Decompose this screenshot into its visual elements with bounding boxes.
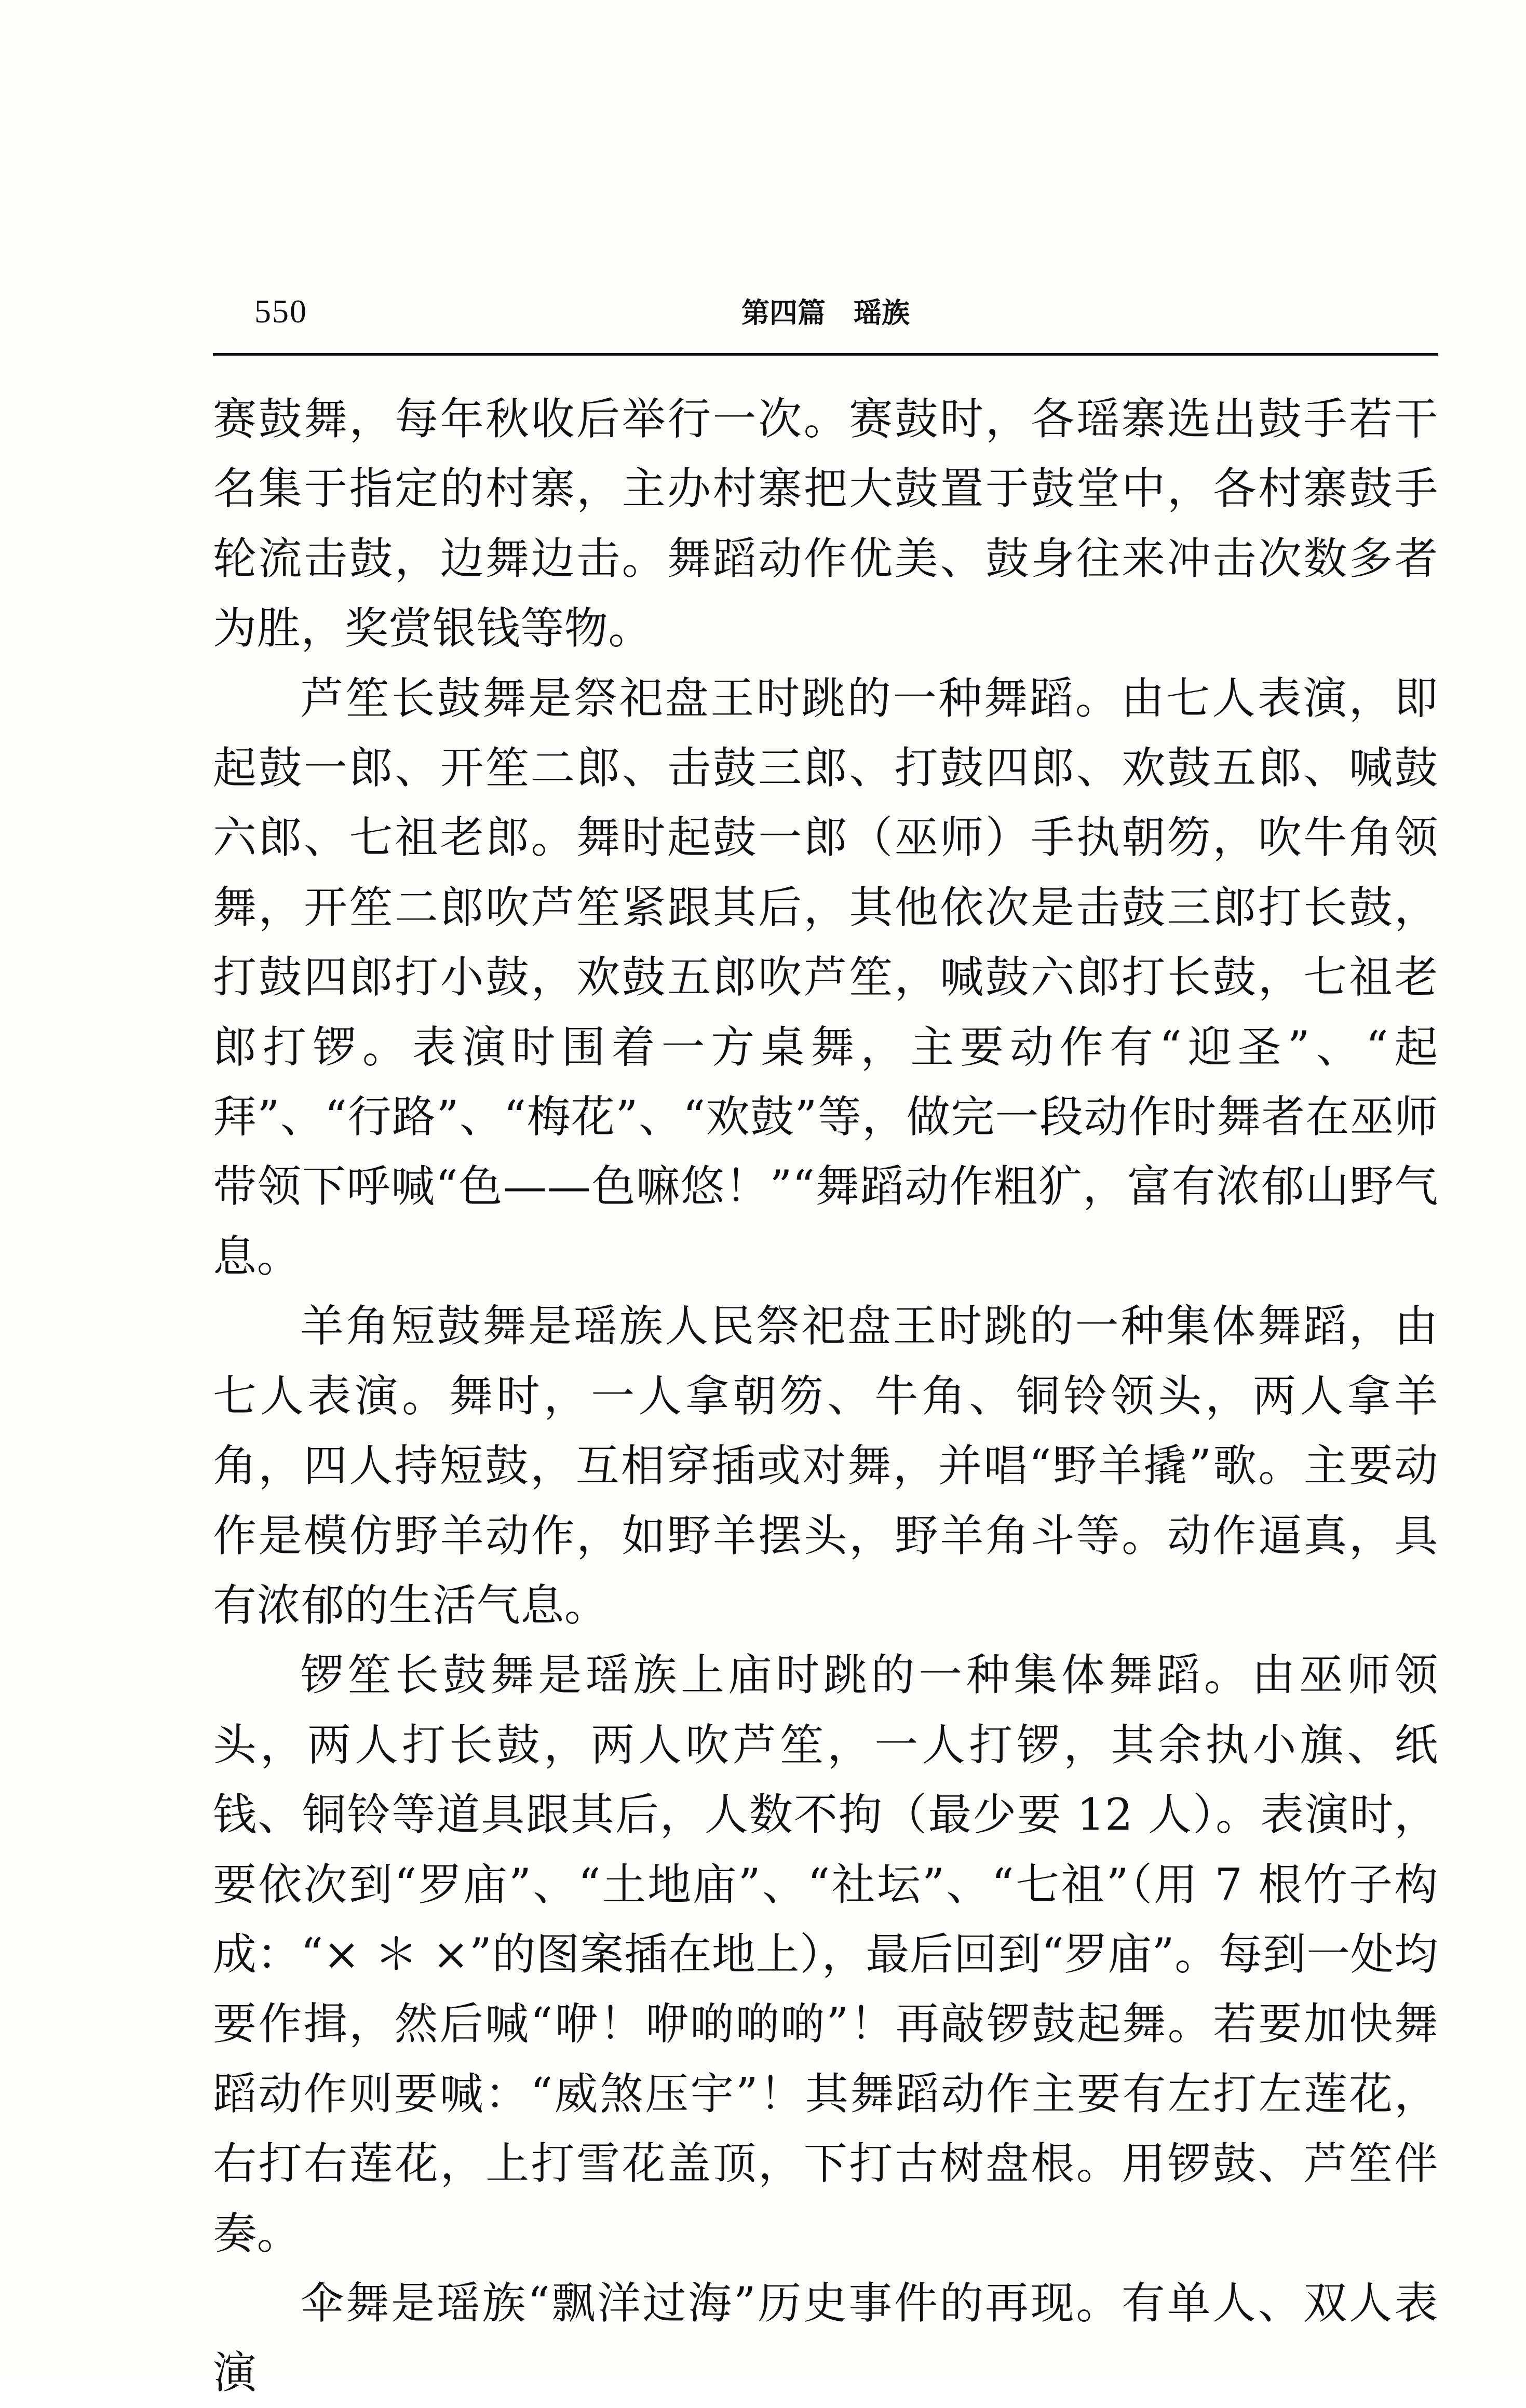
header-rule	[213, 353, 1438, 356]
paragraph-gong-sheng-long-drum-dance: 锣笙长鼓舞是瑶族上庙时跳的一种集体舞蹈。由巫师领头，两人打长鼓，两人吹芦笙，一人打锣，其余执小旗、纸钱、铜铃等道具跟其后，人数不拘（最少要 12 人）。表演时，要依次到“罗庙”、“土地庙”、“社坛”、“七祖”（用 7 根竹子构成：“× ＊ ×”的图案插在地上），最后回到“罗庙”。每到一处均要作揖，然后喊“咿！咿啲啲啲”！再敲锣鼓起舞。若要加快舞蹈动作则要喊：“威煞压宇”！其舞蹈动作主要有左打左莲花，右打右莲花，上打雪花盖顶，下打古树盘根。用锣鼓、芦笙伴奏。	[213, 1649, 1438, 2259]
paragraph-lusheng-long-drum-dance: 芦笙长鼓舞是祭祀盘王时跳的一种舞蹈。由七人表演，即起鼓一郎、开笙二郎、击鼓三郎、打鼓四郎、欢鼓五郎、喊鼓六郎、七祖老郎。舞时起鼓一郎（巫师）手执朝笏，吹牛角领舞，开笙二郎吹芦笙紧跟其后，其他依次是击鼓三郎打长鼓，打鼓四郎打小鼓，欢鼓五郎吹芦笙，喊鼓六郎打长鼓，七祖老郎打锣。表演时围着一方桌舞，主要动作有“迎圣”、“起拜”、“行路”、“梅花”、“欢鼓”等，做完一段动作时舞者在巫师带领下呼喊“色——色嘛悠！”“舞蹈动作粗犷，富有浓郁山野气息。	[213, 672, 1438, 1282]
page-number: 550	[254, 293, 307, 330]
paragraph-goat-horn-short-drum-dance: 羊角短鼓舞是瑶族人民祭祀盘王时跳的一种集体舞蹈，由七人表演。舞时，一人拿朝笏、牛角、铜铃领头，两人拿羊角，四人持短鼓，互相穿插或对舞，并唱“野羊撬”歌。主要动作是模仿野羊动作，如野羊摆头，野羊角斗等。动作逼真，具有浓郁的生活气息。	[213, 1301, 1438, 1631]
page-header	[213, 286, 1438, 343]
running-title: 第四篇 瑶族	[741, 296, 910, 329]
paragraph-umbrella-dance: 伞舞是瑶族“飘洋过海”历史事件的再现。有单人、双人表演	[213, 2277, 1438, 2399]
paragraph-drum-contest: 赛鼓舞，每年秋收后举行一次。赛鼓时，各瑶寨选出鼓手若干名集于指定的村寨，主办村寨把大鼓置于鼓堂中，各村寨鼓手轮流击鼓，边舞边击。舞蹈动作优美、鼓身往来冲击次数多者为胜，奖赏银钱等物。	[213, 394, 1438, 654]
body-text	[213, 384, 1438, 2408]
